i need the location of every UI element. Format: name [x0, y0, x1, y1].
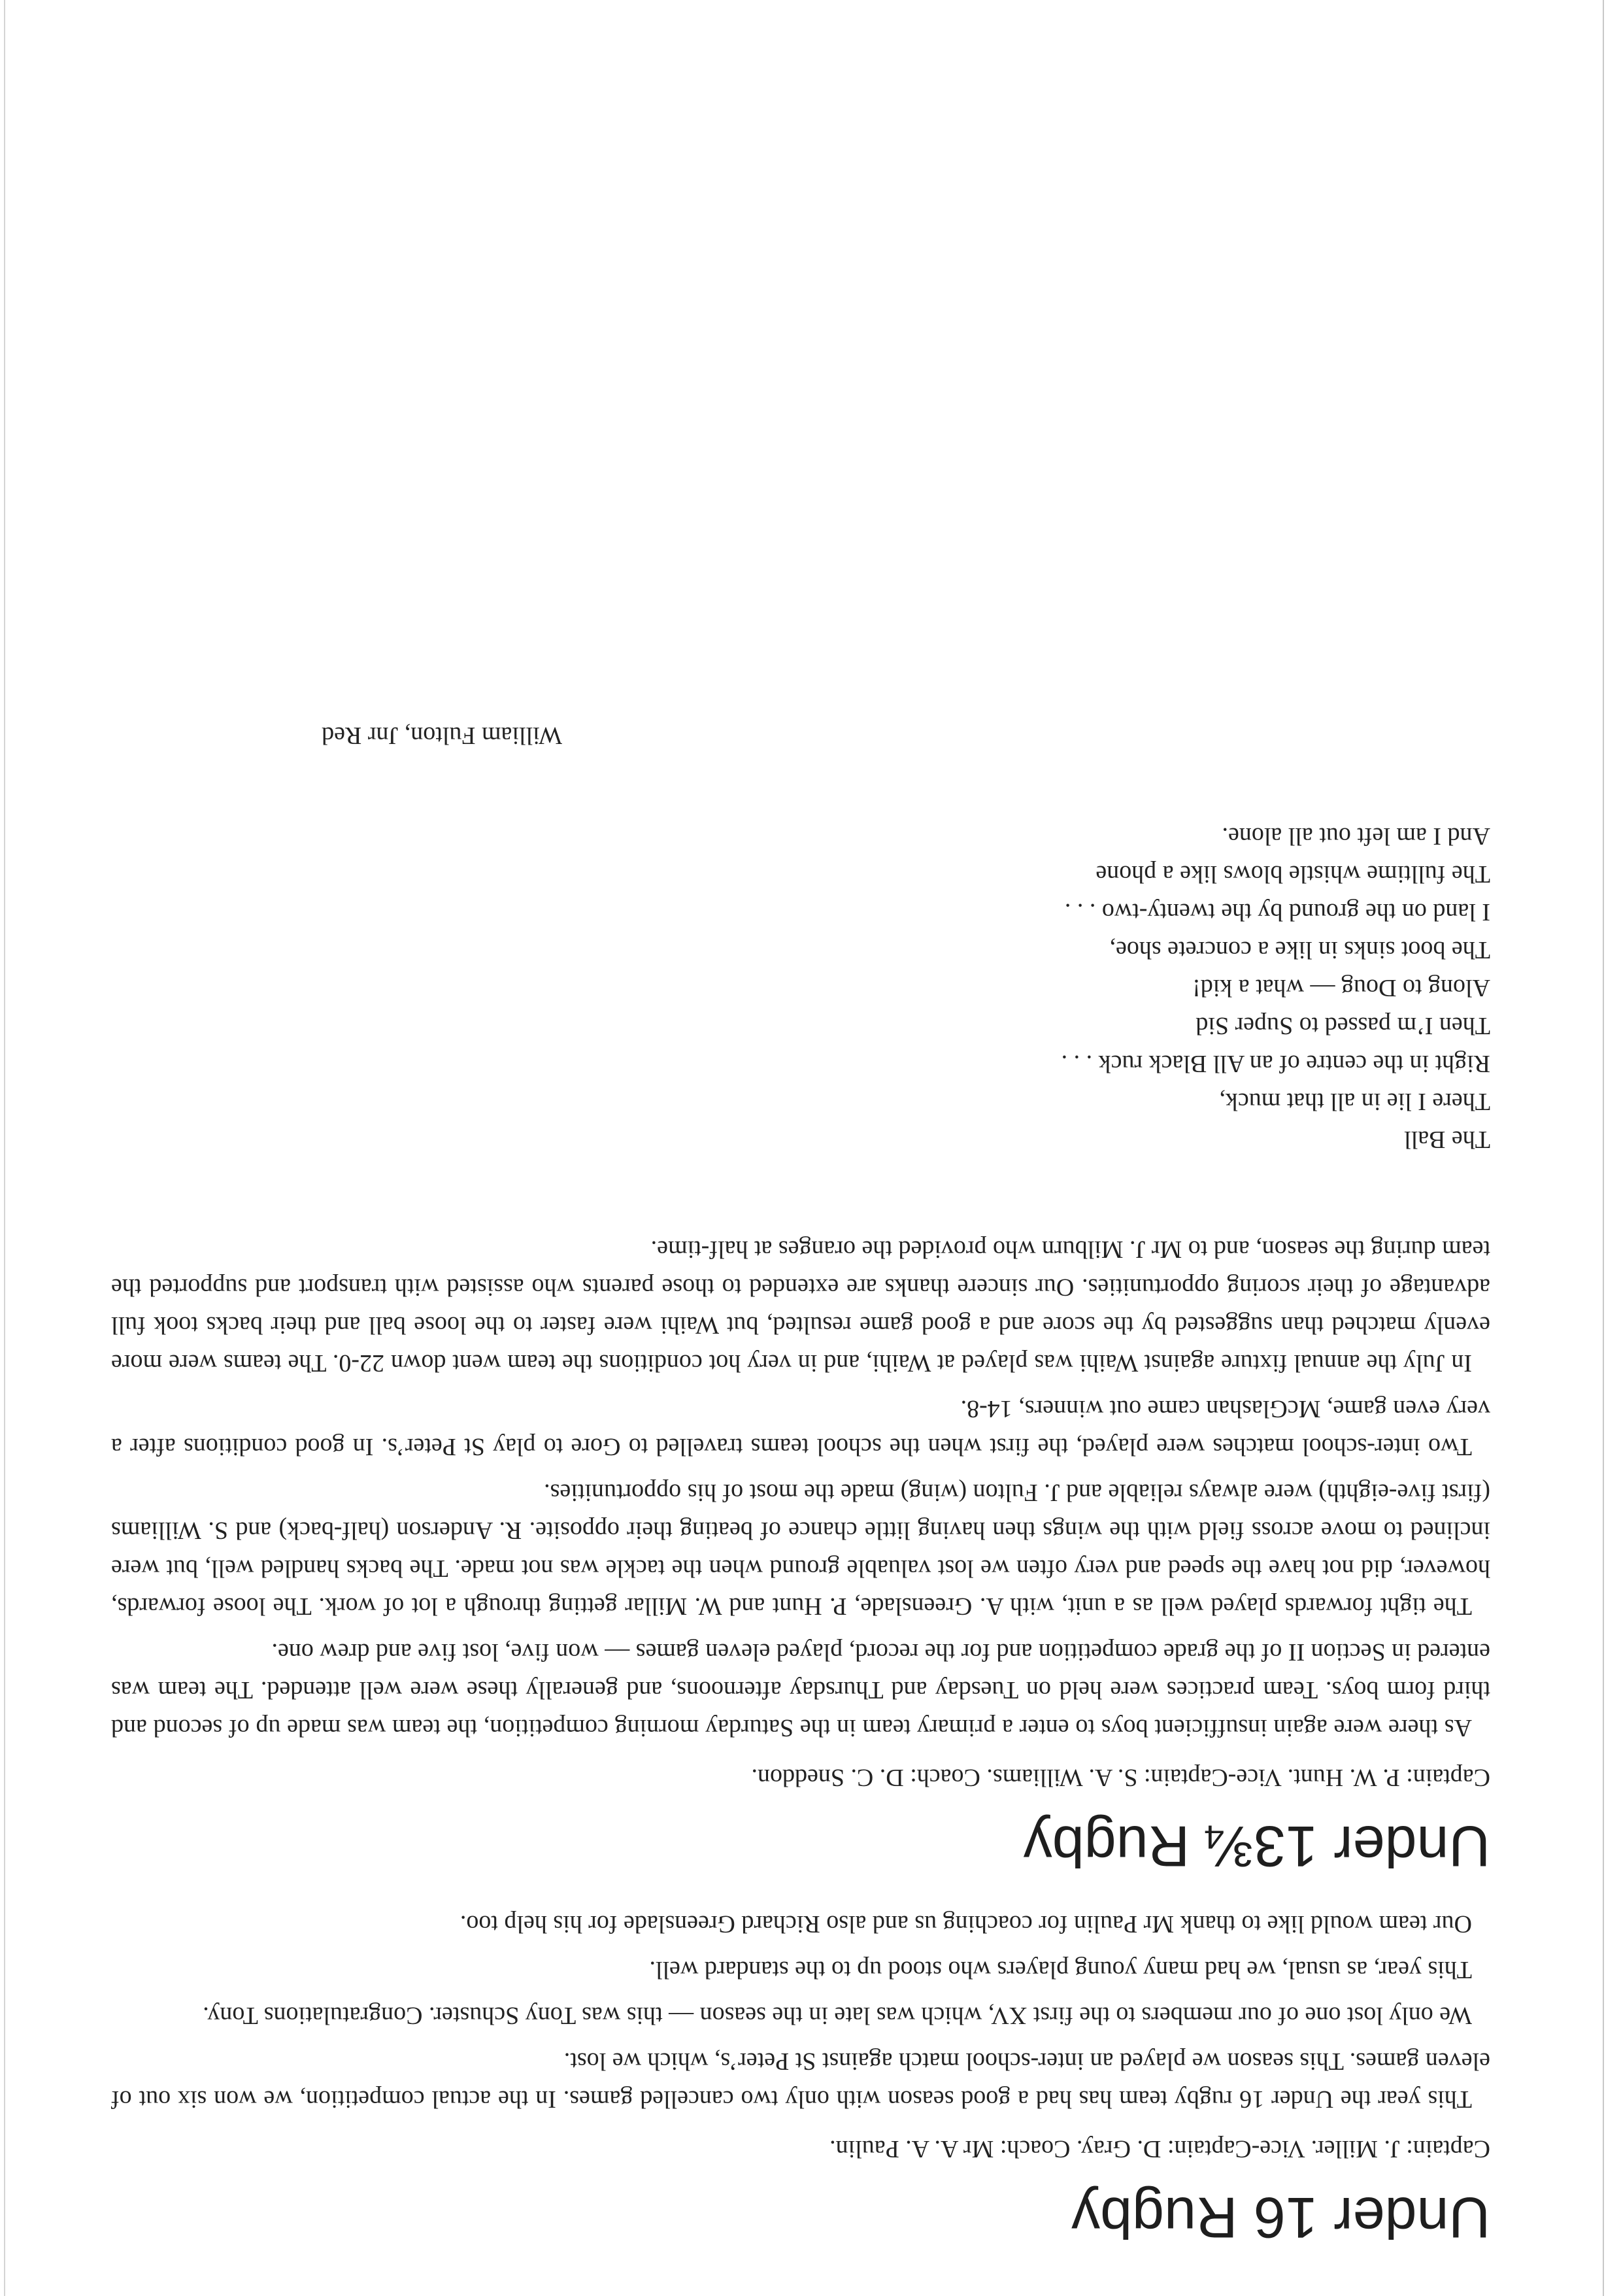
- paragraph: We only lost one of our members to the first XV, which was late in the season — this was Tony Schuster. Congratulations Tony.: [203, 2002, 1472, 2029]
- poem-line: I land on the ground by the twenty-two . . .: [1064, 898, 1490, 926]
- section-title: Under 13¾ Rugby: [1023, 1814, 1490, 1879]
- paragraph: The tight forwards played well as a unit, with A. Greenslade, P. Hunt and W. Millar getting through a lot of work. The loose forwards, however, did not have the speed and very often we lost valuable ground when the tackle was not made. The backs handled well, but were inclined to move across field with the wings then having little chance of beating their opposite. R. Anderson (half-back) and S. Williams (first five-eighth) were always reliable and J. Fulton (wing) made the most of his opportunities.: [111, 1479, 1490, 1620]
- poem-line: Right in the centre of an All Black ruck . . .: [1061, 1050, 1490, 1077]
- paragraph: This year, as usual, we had many young players who stood up to the standard well.: [649, 1956, 1472, 1984]
- poem-line: There I lie in all that muck,: [1219, 1088, 1490, 1115]
- poem-line: Then I’m passed to Super Sid: [1195, 1012, 1490, 1039]
- under-16-rugby-section: [111, 1905, 1490, 2250]
- under-13-rugby-section: [111, 1230, 1490, 1879]
- poem-line: The fulltime whistle blows like a phone: [1095, 860, 1490, 888]
- poem-title: The Ball: [1404, 1126, 1490, 1153]
- poem: [111, 717, 1490, 1158]
- captains-line: Captain: J. Miller. Vice-Captain: D. Gray. Coach: Mr A. A. Paulin.: [829, 2135, 1490, 2163]
- paragraph: Our team would like to thank Mr Paulin for coaching us and also Richard Greenslade for his help too.: [460, 1910, 1472, 1938]
- poem-line: Along to Doug — what a kid!: [1192, 974, 1490, 1002]
- paragraph: This year the Under 16 rugby team has had a good season with only two cancelled games. In the actual competition, we won six out of eleven games. This season we played an inter-school match against St Peter’s, which we lost.: [111, 2048, 1490, 2113]
- captains-line: Captain: P. W. Hunt. Vice-Captain: S. A. Williams. Coach: D. C. Sneddon.: [751, 1764, 1490, 1791]
- paragraph: In July the annual fixture against Waihi was played at Waihi, and in very hot conditions the team went down 22-0. The teams were more evenly matched than suggested by the score and a good game resulted, but Waihi were faster to the loose ball and their backs took full advantage of their scoring opportunities. Our sincere thanks are extended to those parents who assisted with transport and supported the team during the season, and to Mr J. Milburn who provided the oranges at half-time.: [111, 1236, 1490, 1377]
- paragraph: Two inter-school matches were played, the first when the school teams travelled to Gore to play St Peter’s. In good conditions after a very even game, McGlashan came out winners, 14-8.: [111, 1395, 1490, 1460]
- poem-line: And I am left out all alone.: [1222, 822, 1490, 850]
- page-body: [111, 717, 1490, 2250]
- paragraph: As there were again insufficient boys to enter a primary team in the Saturday morning competition, the team was made up of second and third form boys. Team practices were held on Tuesday and Thursday afternoons, and generally these were well attended. The team was entered in Section II of the grade competition and for the record, played eleven games — won five, lost five and drew one.: [111, 1638, 1490, 1742]
- section-title: Under 16 Rugby: [1071, 2186, 1490, 2250]
- poem-line: The boot sinks in like a concrete shoe,: [1109, 936, 1490, 964]
- poem-author: William Fulton, Jnr Red: [322, 722, 562, 749]
